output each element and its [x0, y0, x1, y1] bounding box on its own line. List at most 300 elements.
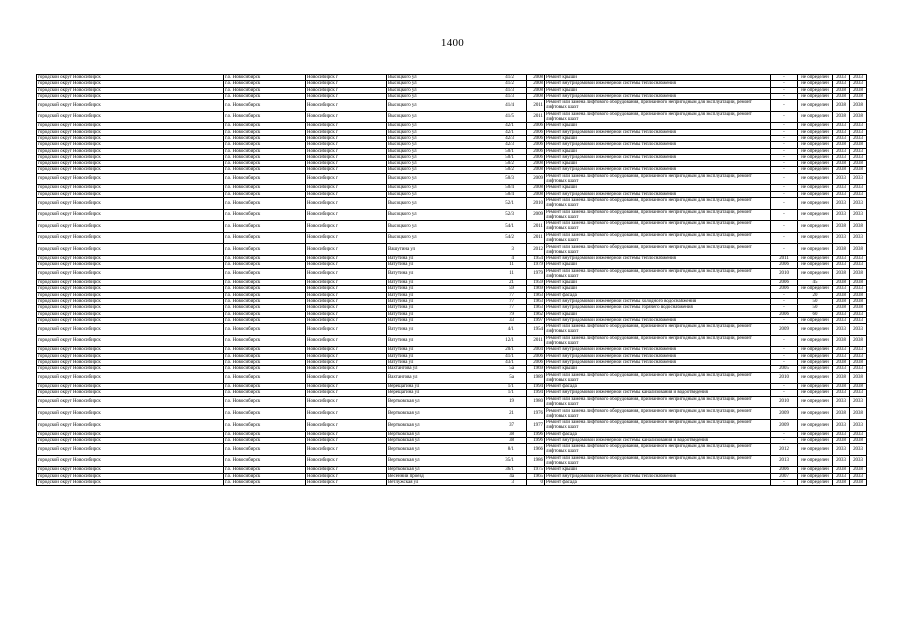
municipality: городской округ Новосибирск	[37, 161, 224, 167]
settlement: Новосибирск г	[306, 311, 387, 317]
last-repair-year: 2006	[771, 286, 798, 292]
last-repair-year: 2009	[771, 324, 798, 336]
table-row	[37, 408, 867, 420]
street: Высоцкого ул	[388, 185, 417, 191]
municipality: городской округ Новосибирск	[37, 444, 224, 456]
settlement: Новосибирск г	[306, 359, 387, 365]
plan-start-year: 2038	[833, 437, 850, 443]
street: Ватутина ул	[388, 292, 414, 298]
street-cell	[387, 111, 527, 123]
plan-start-year: 2038	[833, 372, 850, 384]
house-number: 11	[509, 262, 514, 268]
municipal-entity: г.о. Новосибирск	[224, 280, 306, 286]
street-cell	[387, 372, 527, 384]
plan-end-year: 2033	[850, 353, 867, 359]
municipal-entity: г.о. Новосибирск	[224, 154, 306, 160]
year-built: 2008	[527, 93, 545, 99]
street: Вертковская ул	[388, 467, 420, 473]
plan-start-year: 2033	[833, 390, 850, 396]
year-built: 1979	[527, 262, 545, 268]
street: Вахтангова ул	[388, 375, 418, 381]
wear-percent: не определен	[798, 372, 833, 384]
street: Высоцкого ул	[388, 176, 417, 182]
plan-start-year: 2038	[833, 335, 850, 347]
year-built: 1969	[527, 366, 545, 372]
plan-end-year: 2033	[850, 75, 867, 81]
last-repair-year: 2010	[771, 396, 798, 408]
settlement: Новосибирск г	[306, 268, 387, 280]
street: Вертковская ул	[388, 446, 420, 452]
plan-start-year: 2038	[833, 467, 850, 473]
settlement: Новосибирск г	[306, 479, 387, 485]
municipality: городской округ Новосибирск	[37, 479, 224, 485]
municipal-entity: г.о. Новосибирск	[224, 384, 306, 390]
plan-end-year: 2033	[850, 197, 867, 209]
last-repair-year: -	[771, 479, 798, 485]
house-number: 36/1	[505, 467, 514, 473]
last-repair-year: -	[771, 135, 798, 141]
last-repair-year: 2007	[771, 473, 798, 479]
work-type: Ремонт или замена лифтового оборудования, признанного непригодным для эксплуатации, ремонт лифтовых шахт	[545, 232, 771, 244]
last-repair-year: -	[771, 191, 798, 197]
table-row	[37, 244, 867, 256]
work-type: Ремонт крыши	[545, 366, 771, 372]
municipal-entity: г.о. Новосибирск	[224, 100, 306, 112]
house-number: 79	[509, 311, 514, 317]
settlement: Новосибирск г	[306, 262, 387, 268]
municipal-entity: г.о. Новосибирск	[224, 479, 306, 485]
municipal-entity: г.о. Новосибирск	[224, 317, 306, 323]
wear-percent: не определен	[798, 444, 833, 456]
year-built: 1959	[527, 280, 545, 286]
plan-start-year: 2038	[833, 292, 850, 298]
settlement: Новосибирск г	[306, 366, 387, 372]
house-number: 12/1	[505, 338, 514, 344]
municipality: городской округ Новосибирск	[37, 437, 224, 443]
house-number: 19	[509, 399, 514, 405]
plan-start-year: 2033	[833, 262, 850, 268]
wear-percent: 50	[798, 305, 833, 311]
municipality: городской округ Новосибирск	[37, 209, 224, 221]
work-type: Ремонт крыши	[545, 123, 771, 129]
work-type: Ремонт фасада	[545, 292, 771, 298]
settlement: Новосибирск г	[306, 173, 387, 185]
street-cell	[387, 268, 527, 280]
plan-start-year: 2038	[833, 479, 850, 485]
table-row	[37, 455, 867, 467]
table-row	[37, 100, 867, 112]
work-type: Ремонт или замена лифтового оборудования, признанного непригодным для эксплуатации, ремонт лифтовых шахт	[545, 335, 771, 347]
wear-percent: не определен	[798, 111, 833, 123]
plan-end-year: 2038	[850, 292, 867, 298]
work-type: Ремонт крыши	[545, 135, 771, 141]
wear-percent: не определен	[798, 87, 833, 93]
street-cell	[387, 100, 527, 112]
municipal-entity: г.о. Новосибирск	[224, 286, 306, 292]
plan-start-year: 2033	[833, 473, 850, 479]
plan-end-year: 2033	[850, 148, 867, 154]
street: Высоцкого ул	[388, 235, 417, 241]
street: Вертковская ул	[388, 399, 420, 405]
work-type: Ремонт или замена лифтового оборудования, признанного непригодным для эксплуатации, ремонт лифтовых шахт	[545, 324, 771, 336]
municipality: городской округ Новосибирск	[37, 317, 224, 323]
street: Верещагина ул	[388, 384, 420, 390]
house-number: 41/2	[505, 75, 514, 80]
municipal-entity: г.о. Новосибирск	[224, 221, 306, 233]
work-type: Ремонт внутридомовой инженерной системы теплоснабжения	[545, 353, 771, 359]
work-type: Ремонт фасада	[545, 431, 771, 437]
house-number: 38	[509, 431, 514, 437]
municipal-entity: г.о. Новосибирск	[224, 419, 306, 431]
year-built: 2008	[527, 185, 545, 191]
municipal-entity: г.о. Новосибирск	[224, 81, 306, 87]
plan-start-year: 2038	[833, 161, 850, 167]
house-number: 41/5	[505, 114, 514, 120]
house-number: 3	[511, 479, 514, 485]
plan-start-year: 2033	[833, 324, 850, 336]
street: Высоцкого ул	[388, 191, 417, 197]
year-built: 2008	[527, 75, 545, 81]
settlement: Новосибирск г	[306, 305, 387, 311]
settlement: Новосибирск г	[306, 255, 387, 261]
plan-end-year: 2038	[850, 221, 867, 233]
last-repair-year: 2009	[771, 408, 798, 420]
plan-end-year: 2038	[850, 335, 867, 347]
house-number: 50/3	[505, 176, 514, 182]
year-built: 2009	[527, 209, 545, 221]
street: Высоцкого ул	[388, 102, 417, 108]
year-built: 1996	[527, 437, 545, 443]
wear-percent: не определен	[798, 148, 833, 154]
settlement: Новосибирск г	[306, 142, 387, 148]
plan-end-year: 2033	[850, 232, 867, 244]
plan-end-year: 2033	[850, 347, 867, 353]
wear-percent: не определен	[798, 232, 833, 244]
municipality: городской округ Новосибирск	[37, 232, 224, 244]
last-repair-year: -	[771, 161, 798, 167]
last-repair-year: -	[771, 148, 798, 154]
street: Ватутина ул	[388, 255, 414, 261]
house-number: 54/1	[505, 223, 514, 229]
wear-percent: 50	[798, 298, 833, 304]
street: Высоцкого ул	[388, 81, 417, 87]
work-type: Ремонт или замена лифтового оборудования, признанного непригодным для эксплуатации, ремонт лифтовых шахт	[545, 268, 771, 280]
wear-percent: 20	[798, 292, 833, 298]
municipal-entity: г.о. Новосибирск	[224, 135, 306, 141]
plan-end-year: 2038	[850, 305, 867, 311]
year-built: 2008	[527, 87, 545, 93]
work-type: Ремонт крыши	[545, 87, 771, 93]
year-built: 2006	[527, 148, 545, 154]
settlement: Новосибирск г	[306, 185, 387, 191]
plan-end-year: 2038	[850, 359, 867, 365]
house-number: 50/1	[505, 148, 514, 154]
settlement: Новосибирск г	[306, 111, 387, 123]
municipality: городской округ Новосибирск	[37, 262, 224, 268]
settlement: Новосибирск г	[306, 161, 387, 167]
year-built: 1986	[527, 455, 545, 467]
street: Вашутина ул	[388, 246, 416, 252]
work-type: Ремонт или замена лифтового оборудования, признанного непригодным для эксплуатации, ремонт лифтовых шахт	[545, 372, 771, 384]
street: Высоцкого ул	[388, 212, 417, 218]
house-number: 4	[511, 255, 514, 261]
work-type: Ремонт крыши	[545, 467, 771, 473]
year-built: 1954	[527, 255, 545, 261]
plan-start-year: 2033	[833, 347, 850, 353]
street: Высоцкого ул	[388, 161, 417, 167]
wear-percent: не определен	[798, 129, 833, 135]
plan-end-year: 2033	[850, 366, 867, 372]
municipality: городской округ Новосибирск	[37, 123, 224, 129]
municipal-entity: г.о. Новосибирск	[224, 173, 306, 185]
municipality: городской округ Новосибирск	[37, 255, 224, 261]
municipal-entity: г.о. Новосибирск	[224, 372, 306, 384]
municipality: городской округ Новосибирск	[37, 292, 224, 298]
municipal-entity: г.о. Новосибирск	[224, 353, 306, 359]
municipal-entity: г.о. Новосибирск	[224, 324, 306, 336]
settlement: Новосибирск г	[306, 384, 387, 390]
work-type: Ремонт внутридомовой инженерной системы теплоснабжения	[545, 129, 771, 135]
municipality: городской округ Новосибирск	[37, 455, 224, 467]
house-number: 41/2	[505, 81, 514, 87]
settlement: Новосибирск г	[306, 390, 387, 396]
municipality: городской округ Новосибирск	[37, 372, 224, 384]
municipality: городской округ Новосибирск	[37, 268, 224, 280]
work-type: Ремонт крыши	[545, 185, 771, 191]
plan-end-year: 2033	[850, 154, 867, 160]
street-cell	[387, 444, 527, 456]
settlement: Новосибирск г	[306, 148, 387, 154]
work-type: Ремонт или замена лифтового оборудования, признанного непригодным для эксплуатации, ремонт лифтовых шахт	[545, 173, 771, 185]
year-built: 1966	[527, 444, 545, 456]
last-repair-year: -	[771, 390, 798, 396]
plan-start-year: 2038	[833, 268, 850, 280]
plan-end-year: 2038	[850, 437, 867, 443]
street: Ватутина ул	[388, 298, 414, 304]
street-cell	[387, 244, 527, 256]
municipal-entity: г.о. Новосибирск	[224, 467, 306, 473]
last-repair-year: -	[771, 292, 798, 298]
year-built: 1969	[527, 286, 545, 292]
street-cell	[387, 408, 527, 420]
plan-start-year: 2033	[833, 154, 850, 160]
table-row	[37, 479, 867, 485]
street: Высоцкого ул	[388, 129, 417, 135]
year-built: 2011	[527, 111, 545, 123]
municipality: городской округ Новосибирск	[37, 148, 224, 154]
settlement: Новосибирск г	[306, 353, 387, 359]
table-row	[37, 444, 867, 456]
year-built: 2006	[527, 154, 545, 160]
street: Вахтангова ул	[388, 366, 418, 372]
plan-end-year: 2033	[850, 135, 867, 141]
wear-percent: не определен	[798, 419, 833, 431]
municipality: городской округ Новосибирск	[37, 111, 224, 123]
municipal-entity: г.о. Новосибирск	[224, 262, 306, 268]
house-number: 1/1	[507, 390, 514, 396]
year-built: 2006	[527, 123, 545, 129]
last-repair-year: -	[771, 209, 798, 221]
municipality: городской округ Новосибирск	[37, 173, 224, 185]
settlement: Новосибирск г	[306, 324, 387, 336]
wear-percent: не определен	[798, 431, 833, 437]
work-type: Ремонт крыши	[545, 161, 771, 167]
work-type: Ремонт или замена лифтового оборудования, признанного непригодным для эксплуатации, ремонт лифтовых шахт	[545, 396, 771, 408]
last-repair-year: 2012	[771, 444, 798, 456]
municipality: городской округ Новосибирск	[37, 347, 224, 353]
last-repair-year: -	[771, 123, 798, 129]
wear-percent: не определен	[798, 123, 833, 129]
settlement: Новосибирск г	[306, 317, 387, 323]
plan-start-year: 2033	[833, 81, 850, 87]
table-row	[37, 335, 867, 347]
municipality: городской округ Новосибирск	[37, 244, 224, 256]
settlement: Новосибирск г	[306, 298, 387, 304]
municipal-entity: г.о. Новосибирск	[224, 347, 306, 353]
house-number: 11	[509, 271, 514, 277]
year-built: 2006	[527, 359, 545, 365]
plan-end-year: 2033	[850, 191, 867, 197]
municipality: городской округ Новосибирск	[37, 359, 224, 365]
table-row	[37, 209, 867, 221]
last-repair-year: -	[771, 185, 798, 191]
wear-percent: не определен	[798, 75, 833, 81]
municipal-entity: г.о. Новосибирск	[224, 191, 306, 197]
plan-start-year: 2033	[833, 353, 850, 359]
plan-start-year: 2033	[833, 123, 850, 129]
municipal-entity: г.о. Новосибирск	[224, 232, 306, 244]
municipality: городской округ Новосибирск	[37, 467, 224, 473]
year-built: 2004	[527, 347, 545, 353]
settlement: Новосибирск г	[306, 467, 387, 473]
municipality: городской округ Новосибирск	[37, 311, 224, 317]
year-built: 2011	[527, 335, 545, 347]
street: Вертковская ул	[388, 431, 420, 437]
settlement: Новосибирск г	[306, 244, 387, 256]
house-number: 50/2	[505, 161, 514, 167]
year-built: 2012	[527, 244, 545, 256]
plan-start-year: 2033	[833, 419, 850, 431]
house-number: 42/1	[505, 129, 514, 135]
plan-start-year: 2033	[833, 311, 850, 317]
work-type: Ремонт или замена лифтового оборудования, признанного непригодным для эксплуатации, ремонт лифтовых шахт	[545, 100, 771, 112]
settlement: Новосибирск г	[306, 81, 387, 87]
last-repair-year: -	[771, 347, 798, 353]
wear-percent: не определен	[798, 135, 833, 141]
last-repair-year: 2005	[771, 366, 798, 372]
wear-percent: не определен	[798, 173, 833, 185]
plan-start-year: 2033	[833, 191, 850, 197]
house-number: 21	[509, 410, 514, 416]
municipal-entity: г.о. Новосибирск	[224, 473, 306, 479]
wear-percent: не определен	[798, 347, 833, 353]
municipal-entity: г.о. Новосибирск	[224, 455, 306, 467]
plan-end-year: 2033	[850, 262, 867, 268]
last-repair-year: 2010	[771, 372, 798, 384]
last-repair-year: -	[771, 317, 798, 323]
work-type: Ремонт внутридомовой инженерной системы теплоснабжения	[545, 347, 771, 353]
house-number: 77	[509, 298, 514, 304]
street: Весенний проезд	[388, 473, 424, 479]
year-built: 1997	[527, 317, 545, 323]
wear-percent: не определен	[798, 197, 833, 209]
table-row	[37, 268, 867, 280]
table-row	[37, 111, 867, 123]
settlement: Новосибирск г	[306, 87, 387, 93]
settlement: Новосибирск г	[306, 473, 387, 479]
street: Ватутина ул	[388, 317, 414, 323]
wear-percent: не определен	[798, 244, 833, 256]
plan-start-year: 2038	[833, 244, 850, 256]
municipal-entity: г.о. Новосибирск	[224, 437, 306, 443]
work-type: Ремонт внутридомовой инженерной системы горячего водоснабжения	[545, 305, 771, 311]
municipal-entity: г.о. Новосибирск	[224, 75, 306, 81]
municipality: городской округ Новосибирск	[37, 87, 224, 93]
street: Ватутина ул	[388, 353, 414, 359]
wear-percent: не определен	[798, 286, 833, 292]
street: Вертковская ул	[388, 422, 420, 428]
plan-start-year: 2033	[833, 366, 850, 372]
plan-start-year: 2033	[833, 431, 850, 437]
settlement: Новосибирск г	[306, 280, 387, 286]
street: Высоцкого ул	[388, 75, 417, 80]
street: Ватутина ул	[388, 338, 414, 344]
street: Вертковская ул	[388, 410, 420, 416]
municipality: городской округ Новосибирск	[37, 286, 224, 292]
street-cell	[387, 419, 527, 431]
settlement: Новосибирск г	[306, 191, 387, 197]
street: Ватутина ул	[388, 271, 414, 277]
work-type: Ремонт внутридомовой инженерной системы канализования и водоотведения	[545, 390, 771, 396]
plan-end-year: 2033	[850, 324, 867, 336]
house-number: 5а	[509, 375, 514, 381]
plan-start-year: 2033	[833, 455, 850, 467]
work-type: Ремонт или замена лифтового оборудования, признанного непригодным для эксплуатации, ремонт лифтовых шахт	[545, 444, 771, 456]
house-number: 21	[509, 280, 514, 286]
settlement: Новосибирск г	[306, 335, 387, 347]
work-type: Ремонт внутридомовой инженерной системы теплоснабжения	[545, 255, 771, 261]
house-number: 59	[509, 286, 514, 292]
municipality: городской округ Новосибирск	[37, 191, 224, 197]
plan-end-year: 2033	[850, 473, 867, 479]
plan-end-year: 2033	[850, 419, 867, 431]
wear-percent: не определен	[798, 142, 833, 148]
page-number: 1400	[440, 37, 465, 49]
settlement: Новосибирск г	[306, 135, 387, 141]
last-repair-year: 2010	[771, 268, 798, 280]
last-repair-year: -	[771, 197, 798, 209]
municipal-entity: г.о. Новосибирск	[224, 255, 306, 261]
street: Ватутина ул	[388, 347, 414, 353]
municipality: городской округ Новосибирск	[37, 335, 224, 347]
plan-start-year: 2033	[833, 317, 850, 323]
municipal-entity: г.о. Новосибирск	[224, 93, 306, 99]
municipality: городской округ Новосибирск	[37, 396, 224, 408]
year-built: 2008	[527, 191, 545, 197]
year-built: 1977	[527, 419, 545, 431]
year-built: 2006	[527, 129, 545, 135]
house-number: 50/4	[505, 191, 514, 197]
year-built: 1994	[527, 384, 545, 390]
municipal-entity: г.о. Новосибирск	[224, 366, 306, 372]
wear-percent: не определен	[798, 185, 833, 191]
municipal-entity: г.о. Новосибирск	[224, 209, 306, 221]
wear-percent: не определен	[798, 209, 833, 221]
year-built: 1996	[527, 431, 545, 437]
plan-end-year: 2033	[850, 286, 867, 292]
wear-percent: не определен	[798, 467, 833, 473]
municipal-entity: г.о. Новосибирск	[224, 129, 306, 135]
